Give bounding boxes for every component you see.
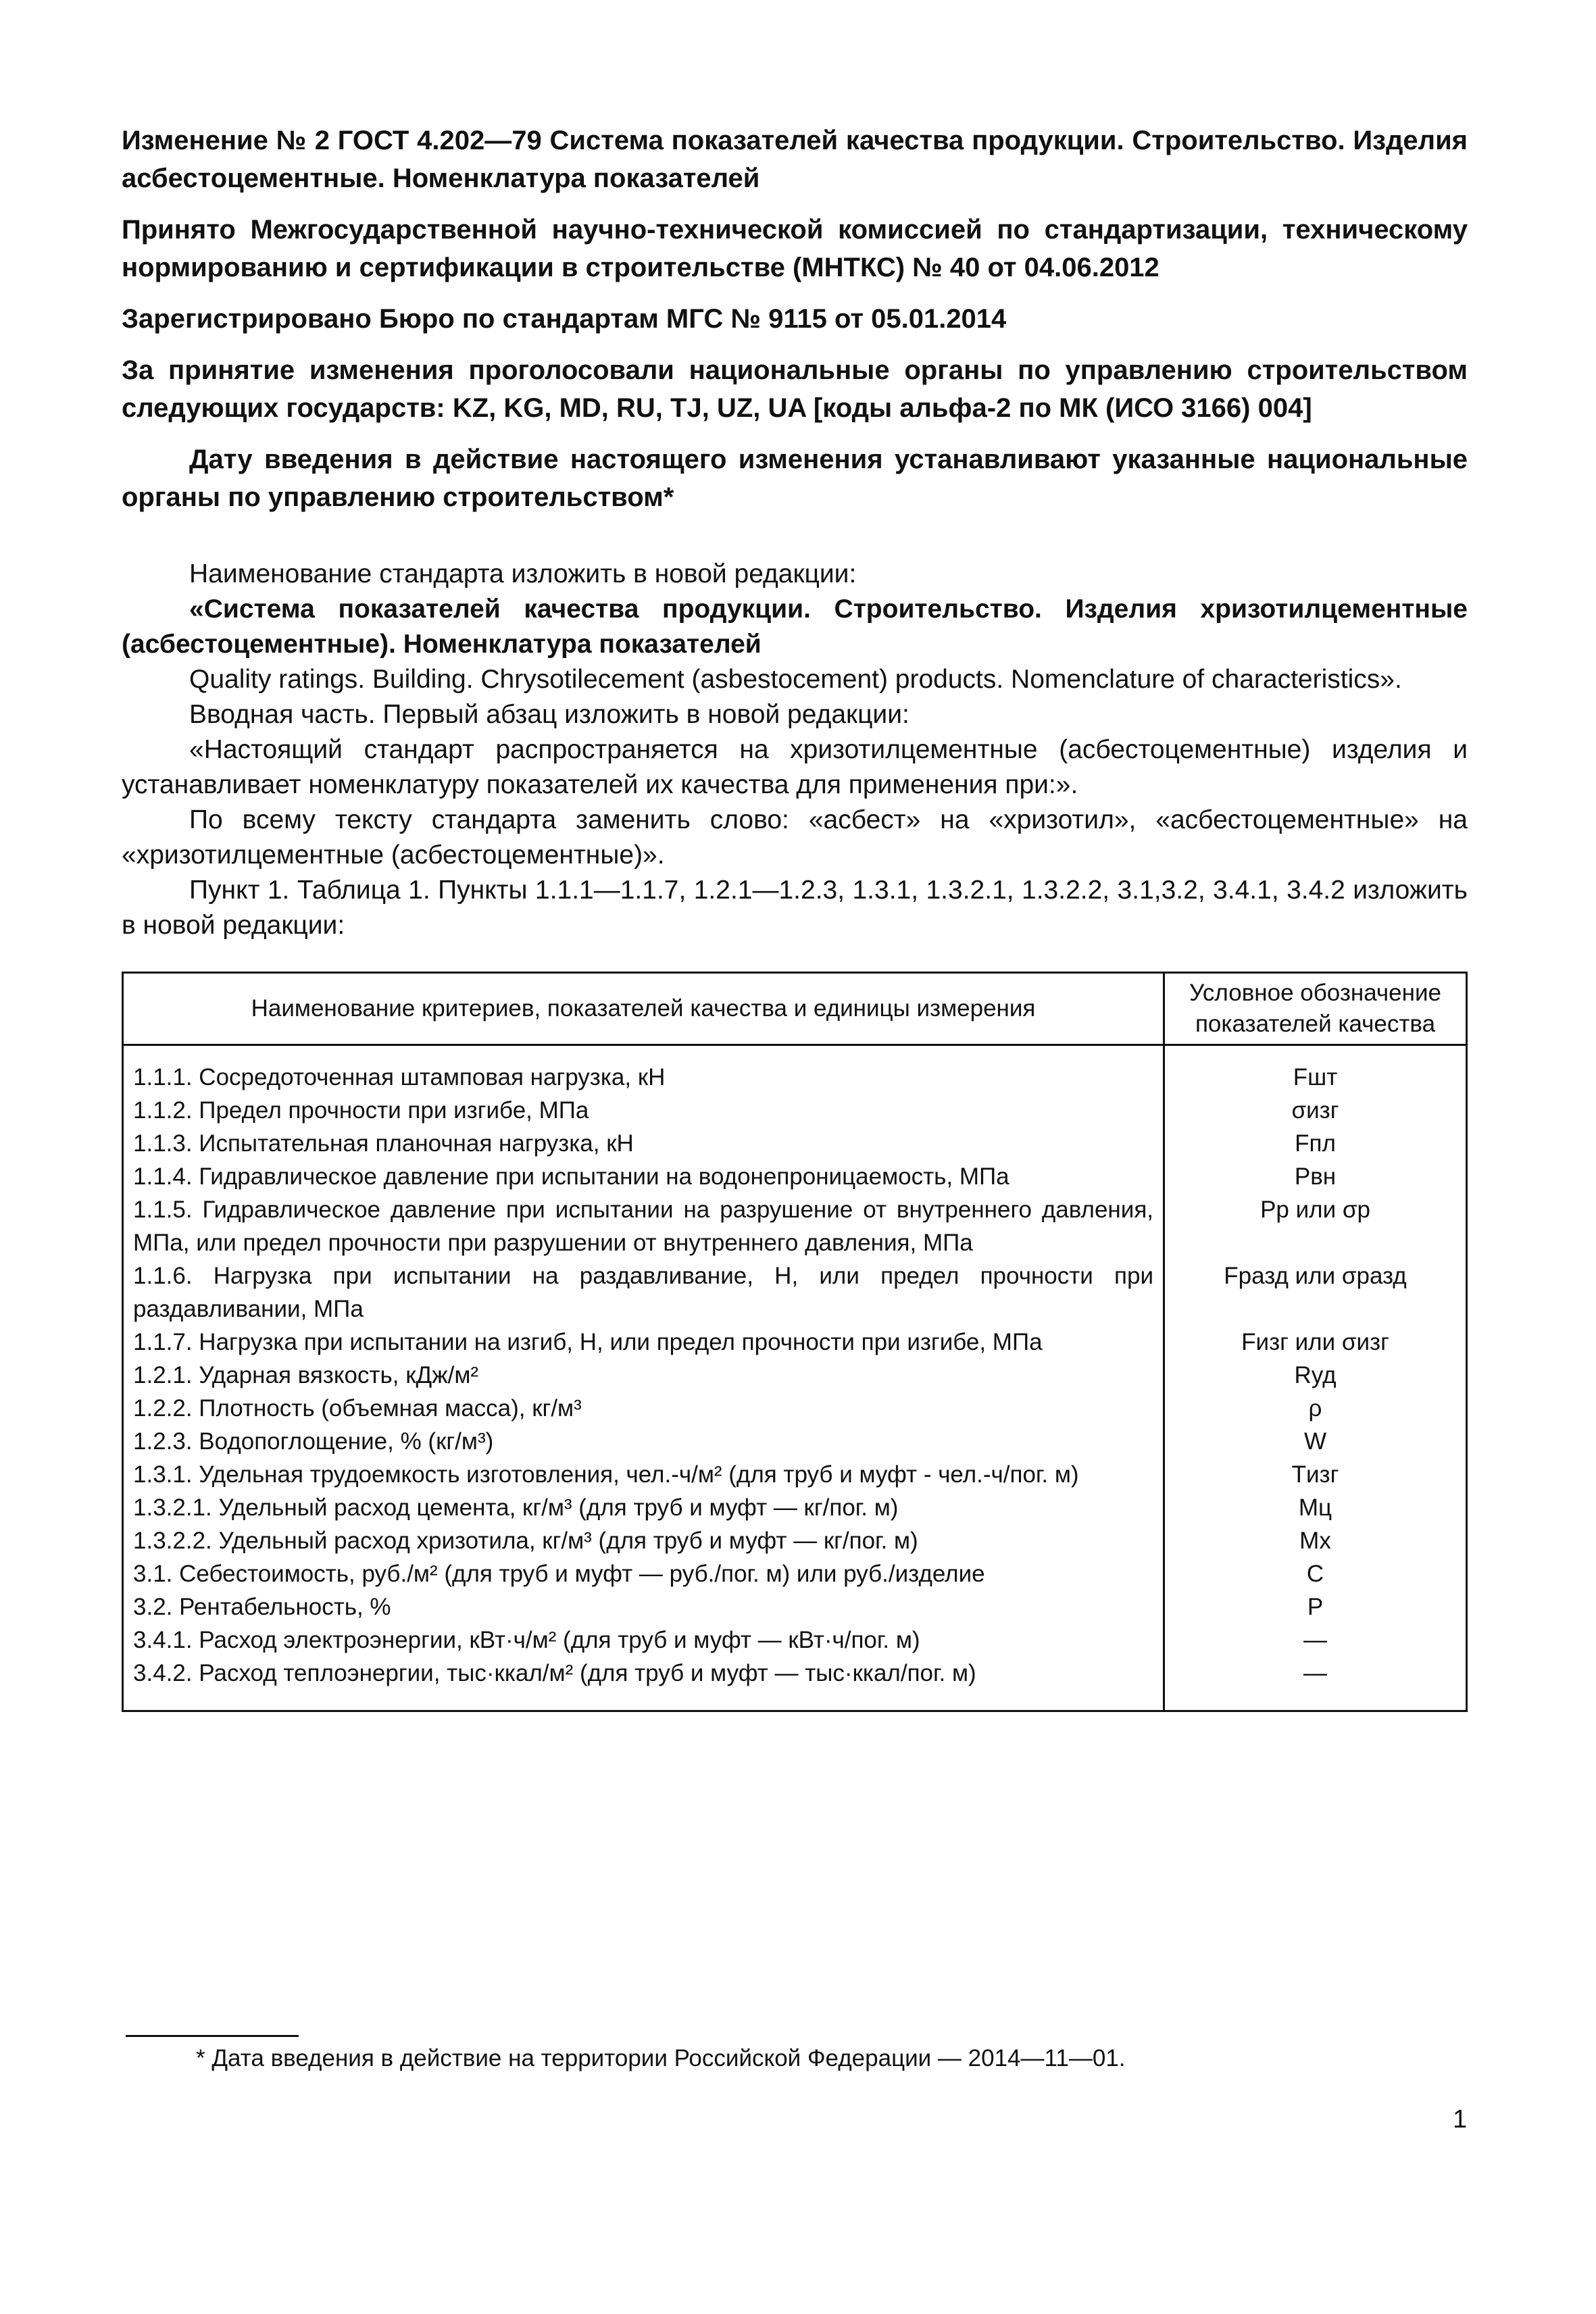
indicator-name: 1.2.1. Ударная вязкость, кДж/м² xyxy=(123,1359,1164,1392)
voting-statement: За принятие изменения проголосовали национальные органы по управлению строительством следующих государств: KZ, KG, MD, RU, TJ, UZ, UA [коды альфа-2 по МК (ИСО 3166) 004] xyxy=(122,355,1468,423)
indicator-symbol: Fразд или σразд xyxy=(1164,1259,1467,1326)
table-row xyxy=(123,1193,1467,1259)
footnote-divider xyxy=(126,2035,299,2037)
indicator-name: 3.1. Себестоимость, руб./м² (для труб и муфт — руб./пог. м) или руб./изделие xyxy=(123,1557,1164,1590)
footnote: * Дата введения в действие на территории Российской Федерации — 2014—11—01. xyxy=(196,2045,1126,2071)
english-title: Quality ratings. Building. Chrysotilecement (asbestocement) products. Nomenclature of characteristics». xyxy=(189,665,1402,694)
body-paragraph: «Настоящий стандарт распространяется на хризотилцементные (асбестоцементные) изделия и устанавливает номенклатуру показателей их качества для применения при:». xyxy=(122,735,1468,799)
table-header-criteria: Наименование критериев, показателей качества и единицы измерения xyxy=(123,973,1164,1045)
indicator-symbol: ρ xyxy=(1164,1392,1467,1425)
table-row xyxy=(123,1524,1467,1557)
table-row xyxy=(123,1425,1467,1458)
indicator-symbol: — xyxy=(1164,1657,1467,1711)
indicator-name: 1.3.2.2. Удельный расход хризотила, кг/м³ (для труб и муфт — кг/пог. м) xyxy=(123,1524,1164,1557)
table-row xyxy=(123,1259,1467,1326)
amendment-title: Изменение № 2 ГОСТ 4.202—79 Система показателей качества продукции. Строительство. Изделия асбестоцементные. Номенклатура показателей xyxy=(122,126,1468,193)
indicator-symbol: Pвн xyxy=(1164,1160,1467,1193)
table-row xyxy=(123,1590,1467,1624)
indicator-symbol: Rуд xyxy=(1164,1359,1467,1392)
indicator-name: 1.2.3. Водопоглощение, % (кг/м³) xyxy=(123,1425,1164,1458)
indicator-symbol: Pр или σр xyxy=(1164,1193,1467,1259)
table-row xyxy=(123,1359,1467,1392)
indicator-name: 1.2.2. Плотность (объемная масса), кг/м³ xyxy=(123,1392,1164,1425)
indicator-symbol: σизг xyxy=(1164,1094,1467,1127)
indicator-name: 1.1.3. Испытательная планочная нагрузка, кН xyxy=(123,1127,1164,1160)
registration-statement: Зарегистрировано Бюро по стандартам МГС № 9115 от 05.01.2014 xyxy=(122,304,1007,334)
indicator-symbol: Fпл xyxy=(1164,1127,1467,1160)
table-row xyxy=(123,1491,1467,1524)
body-paragraph: По всему тексту стандарта заменить слово: «асбест» на «хризотил», «асбестоцементные» на «хризотилцементные (асбестоцементные)». xyxy=(122,805,1468,870)
indicator-name: 3.4.1. Расход электроэнергии, кВт·ч/м² (для труб и муфт — кВт·ч/пог. м) xyxy=(123,1624,1164,1657)
indicator-name: 3.4.2. Расход теплоэнергии, тыс·ккал/м² (для труб и муфт — тыс·ккал/пог. м) xyxy=(123,1657,1164,1711)
table-row xyxy=(123,1657,1467,1711)
indicator-name: 1.1.6. Нагрузка при испытании на раздавливание, Н, или предел прочности при раздавливании, МПа xyxy=(123,1259,1164,1326)
indicator-symbol: Fизг или σизг xyxy=(1164,1326,1467,1359)
page-number: 1 xyxy=(1453,2105,1468,2134)
document-page xyxy=(122,122,1468,1712)
body-paragraph: Наименование стандарта изложить в новой редакции: xyxy=(189,559,857,588)
table-row xyxy=(123,1094,1467,1127)
indicator-name: 1.3.1. Удельная трудоемкость изготовления, чел.-ч/м² (для труб и муфт - чел.-ч/пог. м) xyxy=(123,1458,1164,1491)
amendment-body xyxy=(122,557,1468,943)
indicator-symbol: P xyxy=(1164,1590,1467,1624)
indicator-symbol: Fшт xyxy=(1164,1045,1467,1095)
table-row xyxy=(123,1127,1467,1160)
table-header-symbol: Условное обозначение показателей качества xyxy=(1164,973,1467,1045)
table-row xyxy=(123,1326,1467,1359)
table-row xyxy=(123,1392,1467,1425)
indicator-name: 1.1.5. Гидравлическое давление при испытании на разрушение от внутреннего давления, МПа, или предел прочности при разрушении от внутреннего давления, МПа xyxy=(123,1193,1164,1259)
body-paragraph: Пункт 1. Таблица 1. Пункты 1.1.1—1.1.7, 1.2.1—1.2.3, 1.3.1, 1.3.2.1, 1.3.2.2, 3.1,3.2, 3.4.1, 3.4.2 изложить в новой редакции: xyxy=(122,876,1468,940)
indicator-symbol: Mц xyxy=(1164,1491,1467,1524)
indicator-name: 1.3.2.1. Удельный расход цемента, кг/м³ (для труб и муфт — кг/пог. м) xyxy=(123,1491,1164,1524)
indicator-name: 1.1.7. Нагрузка при испытании на изгиб, Н, или предел прочности при изгибе, МПа xyxy=(123,1326,1164,1359)
adopted-statement: Принято Межгосударственной научно-технической комиссией по стандартизации, техническому нормированию и сертификации в строительстве (МНТКС) № 40 от 04.06.2012 xyxy=(122,215,1468,282)
indicator-symbol: W xyxy=(1164,1425,1467,1458)
new-standard-title: «Система показателей качества продукции. Строительство. Изделия хризотилцементные (асбестоцементные). Номенклатура показателей xyxy=(122,595,1468,659)
effective-date-statement: Дату введения в действие настоящего изменения устанавливают указанные национальные органы по управлению строительством* xyxy=(122,445,1468,512)
table-row xyxy=(123,1045,1467,1095)
indicator-symbol: — xyxy=(1164,1624,1467,1657)
table-row xyxy=(123,1557,1467,1590)
indicator-name: 1.1.1. Сосредоточенная штамповая нагрузка, кН xyxy=(123,1045,1164,1095)
indicator-symbol: C xyxy=(1164,1557,1467,1590)
indicator-name: 1.1.4. Гидравлическое давление при испытании на водонепроницаемость, МПа xyxy=(123,1160,1164,1193)
table-row xyxy=(123,1458,1467,1491)
indicator-name: 3.2. Рентабельность, % xyxy=(123,1590,1164,1624)
indicator-symbol: Mх xyxy=(1164,1524,1467,1557)
table-row xyxy=(123,1624,1467,1657)
amendment-header xyxy=(122,122,1468,516)
table-row xyxy=(123,1160,1467,1193)
body-paragraph: Вводная часть. Первый абзац изложить в новой редакции: xyxy=(189,700,909,729)
indicator-name: 1.1.2. Предел прочности при изгибе, МПа xyxy=(123,1094,1164,1127)
indicators-table xyxy=(122,972,1468,1712)
indicator-symbol: Tизг xyxy=(1164,1458,1467,1491)
